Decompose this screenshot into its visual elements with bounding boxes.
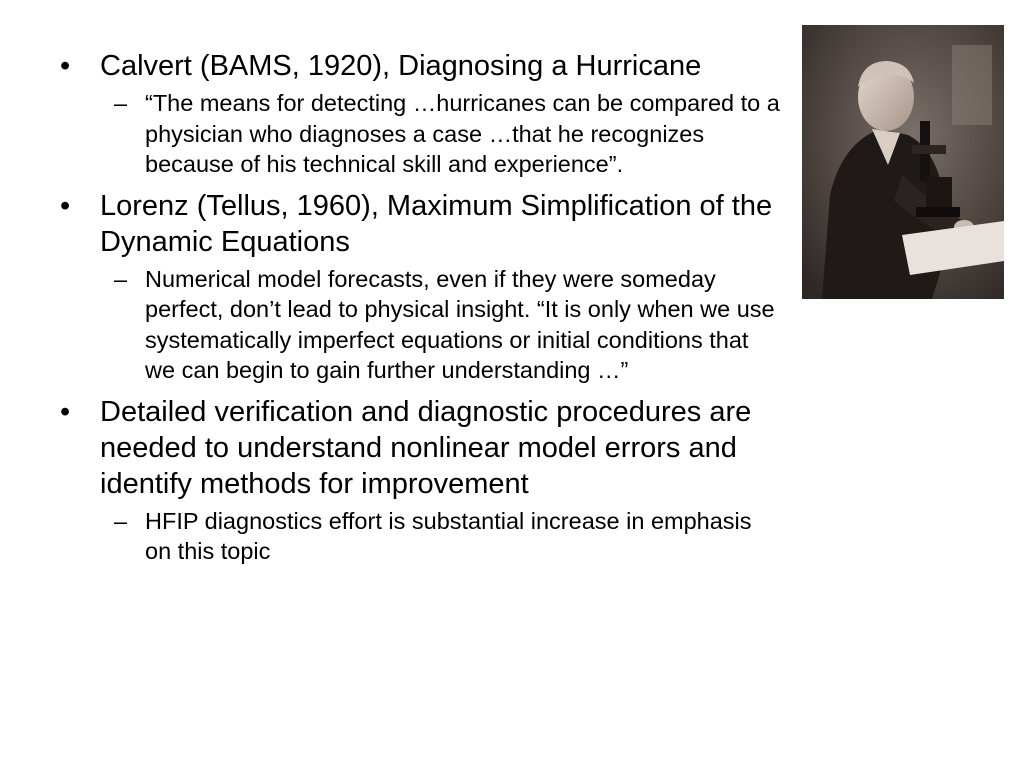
sub-bullet-text: Numerical model forecasts, even if they were someday perfect, don’t lead to physical insight. “It is only when we use systematically imperfect equations or initial conditions that we can begin to gain further understanding …” bbox=[145, 265, 775, 383]
bullet-list bbox=[60, 48, 780, 575]
bullet-calvert bbox=[60, 48, 780, 84]
portrait-illustration bbox=[802, 25, 1004, 299]
bullet-marker: • bbox=[60, 50, 71, 82]
sub-bullet-text: “The means for detecting …hurricanes can be compared to a physician who diagnoses a case …that he recognizes because of his technical skill and experience”. bbox=[145, 90, 780, 177]
sub-bullet-marker: – bbox=[114, 265, 128, 292]
portrait-photo bbox=[802, 25, 1004, 299]
bullet-text: Detailed verification and diagnostic procedures are needed to understand nonlinear model errors and identify methods for improvement bbox=[100, 395, 752, 500]
sub-bullet-marker: – bbox=[114, 507, 128, 534]
sub-bullet-lorenz-quote bbox=[60, 264, 780, 386]
bullet-lorenz bbox=[60, 188, 780, 260]
bullet-text: Lorenz (Tellus, 1960), Maximum Simplification of the Dynamic Equations bbox=[100, 189, 773, 258]
bullet-marker: • bbox=[60, 189, 71, 222]
bullet-verification bbox=[60, 394, 780, 502]
sub-bullet-text: HFIP diagnostics effort is substantial increase in emphasis on this topic bbox=[145, 507, 752, 564]
sub-bullet-calvert-quote bbox=[60, 88, 780, 180]
sub-bullet-marker: – bbox=[114, 90, 128, 116]
bullet-marker: • bbox=[60, 395, 71, 428]
sub-bullet-hfip bbox=[60, 506, 780, 567]
bullet-text: Calvert (BAMS, 1920), Diagnosing a Hurricane bbox=[100, 50, 702, 82]
